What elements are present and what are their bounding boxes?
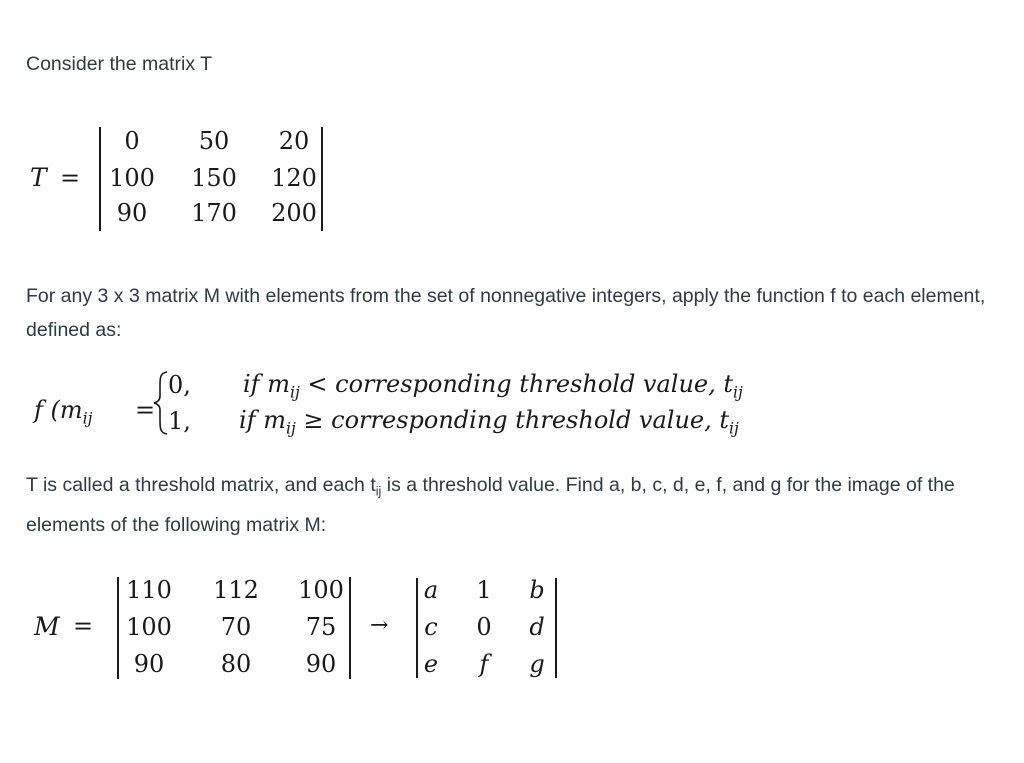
case2-condition-sub: ij (285, 419, 296, 438)
result-matrix-right-bar (555, 578, 557, 678)
result-cell: a (423, 576, 439, 604)
result-cell: 1 (476, 576, 492, 604)
function-arg-sub: ij (82, 409, 93, 428)
function-lhs (34, 396, 92, 427)
result-matrix-left-bar (416, 578, 418, 678)
matrix-m-left-bar (117, 577, 119, 679)
function-symbol: f (34, 396, 43, 424)
matrix-t-cell: 120 (271, 164, 317, 192)
threshold-text-sub: ij (375, 484, 382, 499)
matrix-t-cell: 150 (191, 164, 237, 192)
matrix-m-label: M (34, 612, 60, 641)
matrix-m-cell: 112 (213, 576, 259, 604)
matrix-t-cell: 50 (198, 127, 230, 155)
case2-condition-rest: ≥ corresponding threshold value, t (295, 406, 730, 434)
case1-value: 0, (168, 371, 191, 399)
function-arg: (m (50, 396, 83, 424)
matrix-t-cell: 90 (116, 199, 148, 227)
right-arrow-icon: → (370, 613, 389, 638)
matrix-t-cell: 100 (109, 164, 155, 192)
matrix-m-cell: 70 (220, 613, 252, 641)
result-cell: g (529, 650, 545, 678)
matrix-t-left-bar (99, 127, 101, 231)
case1-condition-sub: ij (289, 383, 300, 402)
matrix-m-cell: 75 (305, 613, 337, 641)
case2-condition-tsub: ij (729, 419, 739, 438)
matrix-m-equals: = (73, 612, 94, 640)
case2-value: 1, (168, 407, 191, 435)
case2-condition (239, 406, 739, 437)
case1-condition (243, 370, 743, 401)
threshold-text-2: is a threshold value. Find a, b, c, d, e, f, and g for the image of the elements of the following matrix M: (26, 474, 955, 537)
case2-condition-prefix: if m (239, 406, 286, 434)
matrix-t-label: T (30, 163, 47, 192)
definition-paragraph: For any 3 x 3 matrix M with elements from the set of nonnegative integers, apply the function f to each element, defined as: (26, 285, 986, 341)
result-cell: 0 (476, 613, 492, 641)
matrix-m-cell: 90 (305, 650, 337, 678)
result-cell: b (529, 576, 545, 604)
result-cell: f (479, 650, 489, 678)
matrix-t-equals: = (60, 164, 81, 192)
matrix-m-cell: 100 (298, 576, 344, 604)
matrix-m-cell: 100 (126, 613, 172, 641)
threshold-text-1: T is called a threshold matrix, and each t (26, 474, 376, 496)
case1-condition-rest: < corresponding threshold value, t (299, 370, 734, 398)
result-cell: d (529, 613, 545, 641)
result-cell: e (423, 650, 439, 678)
matrix-m-cell: 80 (220, 650, 252, 678)
matrix-t-cell: 170 (191, 199, 237, 227)
case1-condition-tsub: ij (733, 383, 743, 402)
matrix-t-cell: 200 (271, 199, 317, 227)
case1-condition-prefix: if m (243, 370, 290, 398)
matrix-t-cell: 0 (124, 127, 140, 155)
result-cell: c (424, 613, 438, 641)
intro-text: Consider the matrix T (26, 53, 213, 75)
matrix-m-cell: 90 (133, 650, 165, 678)
threshold-paragraph (26, 468, 1001, 542)
matrix-t-cell: 20 (278, 127, 310, 155)
matrix-m-cell: 110 (126, 576, 172, 604)
function-equals: = (135, 396, 156, 424)
